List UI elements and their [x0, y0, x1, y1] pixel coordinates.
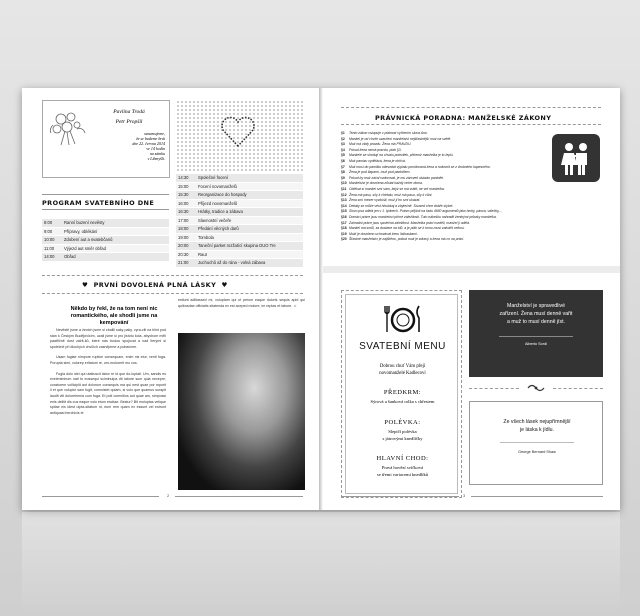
law-text: Oblékat si manžel smí sám, když se má vrátit, ne vrtí manželka. [349, 186, 445, 191]
schedule-row [176, 242, 303, 251]
article-paragraph: Nevěstě jsme a ženich jsme si zbalili saky paky, vyra-zili na blint pod stan k Českým Budějovicím, uzali jsme si pro jistotu kola, abychom měli paatřičně dost zážit-ků, které nás budou spojovat a nad iterými si společně při dlouhých chvílích zasnějeme a pobavíme. [50, 328, 166, 349]
law-text: Pokud žena nemá pravdu, platí §3. [349, 147, 402, 152]
invitation-line: oznamujeme, [144, 131, 165, 136]
menu-intro-line: Dobrou chuť Vám přejí [379, 364, 426, 369]
law-text: Žena je pod tlapami, muž pod pantoflem. [349, 170, 411, 175]
legal-title: PRÁVNICKÁ PORADNA: MANŽELSKÉ ZÁKONY [375, 114, 552, 122]
menu-title: SVATEBNÍ MENU [359, 341, 446, 352]
menu-section-label: POLÉVKA: [384, 419, 421, 426]
schedule-row [176, 234, 303, 243]
schedule-time: 14:30 [178, 175, 189, 180]
invitation-text [93, 131, 165, 161]
article-paragraph: estiunt aditiassed mi, voluptam qui ut perum eaque doloris sequis apid qui quibusdae officiatis sitatenda ex est aceped molore, im reptas et labore. ☺ [178, 298, 305, 308]
quote-line: Ze všech lásek nejupřímnější [503, 419, 571, 425]
schedule-time: 21:00 [178, 260, 189, 265]
couple-figures-icon [552, 134, 600, 182]
footer-rule [175, 496, 303, 497]
law-number: §12 [341, 192, 347, 197]
schedule-time: 20:30 [178, 251, 189, 257]
law-number: §9 [341, 175, 345, 180]
invitation-line: že se budeme brát [136, 136, 165, 141]
couple-icon [552, 134, 600, 182]
section-band [323, 266, 620, 273]
schedule-time: 16:30 [178, 209, 189, 214]
schedule-row [176, 200, 303, 209]
schedule-time: 15:00 [178, 183, 189, 189]
dashed-divider [42, 275, 303, 276]
article-heading: Někdo by řekl, že na tom není nic romantického, ale shodli jsme na kempování [70, 306, 158, 326]
schedule-time: 9:00 [44, 228, 53, 234]
law-text: Manželé se shodují na chvalu polevitek, přičemž manželka je to lepší. [349, 153, 454, 158]
schedule-time: 8:00 [44, 220, 53, 225]
schedule-time: 20:00 [178, 243, 189, 248]
schedule-row [176, 259, 303, 268]
schedule-event: Příjezd novomanželů [198, 200, 238, 206]
menu-section-line: s játrovými knedlíčky [382, 436, 423, 441]
program-title: PROGRAM SVATEBNÍHO DNE [42, 199, 155, 207]
legal-list [341, 131, 545, 243]
article-title: ♥ PRVNÍ DOVOLENÁ PLNÁ LÁSKY ♥ [82, 281, 228, 289]
couple-names [93, 107, 165, 127]
law-number: §3 [341, 142, 345, 147]
invitation-line: ve 14 hodin [146, 146, 165, 151]
article-column-1 [50, 328, 166, 416]
schedule-time: 16:00 [178, 200, 189, 206]
invitation-line: v Libmyšli. [147, 156, 165, 161]
law-number: §4 [341, 147, 345, 152]
schedule-event: Taneční parket rozžatící skupina DUO Tre [198, 243, 276, 248]
heart-icon [218, 112, 258, 152]
law-text: Tento zákon vstupuje v platnost vyřčením slova Ano. [349, 131, 428, 135]
quote-rule [499, 336, 573, 337]
menu-section-label: HLAVNÍ CHOD: [376, 455, 429, 462]
menu-section-line: Sýrová a šunková rolka s chřestem [370, 399, 435, 404]
schedule-event: Hrátky, tradice a zábava [198, 209, 243, 214]
law-text: Slovo psa údělá jen v 1. týdnech. Potom přijíždí na řadu 4650 argumentů jako hmky, pánva, válečky,... [349, 209, 503, 214]
law-text: Muž pamizu vydělává, žena je ohřívá. [349, 158, 406, 163]
law-text: Žena smí mezer vyzkušit, muž ji ho smí ukázat. [349, 198, 421, 203]
divider [42, 209, 169, 210]
law-text: Manžel je od chvíle uzavření manželství nejšťastnější muž na světě. [349, 136, 452, 141]
invitation-line: dne 22. června 2014 [132, 141, 165, 146]
schedule-row [176, 225, 303, 234]
law-text: Debaty se může vést hloubkaj a zbytečně. Soused chce dobře slyšet. [349, 203, 454, 208]
bride-name: Pavlína Trodá [113, 109, 145, 115]
law-number: §19 [341, 231, 347, 236]
quote-box-light [469, 401, 603, 485]
quote-line: a muž to musí denně jíst. [507, 319, 565, 325]
law-text: Muži je dovoleno uchovávat ženu listhaskami. [349, 231, 418, 236]
menu-section-line: Slepičí polévka [388, 429, 417, 434]
law-number: §6 [341, 158, 345, 163]
right-page [323, 88, 620, 510]
schedule-event: Předání věcných darů [198, 226, 239, 231]
schedule-time: 10:00 [44, 237, 55, 242]
quote-line: je láska k jídlu. [519, 427, 555, 433]
quote-box-dark [469, 290, 603, 377]
schedule-event: Společné focení [198, 175, 229, 180]
law-number: §15 [341, 209, 347, 214]
quote-line: zařízení. Žena musí denně vařit [499, 311, 573, 317]
schedule-time: 19:00 [178, 234, 189, 240]
schedule-event: Obřad [64, 254, 76, 259]
quote-rule [500, 442, 574, 443]
law-number: §20 [341, 237, 347, 242]
law-text: Manžel má smůl, za dustane na blů, a je plátí se k tomu musí zatvářít velkou. [349, 226, 465, 231]
menu-section-label: PŘEDKRM: [383, 389, 422, 396]
schedule-event: Tombola [198, 234, 214, 240]
wedding-menu [341, 290, 462, 498]
schedule-table-right [176, 174, 303, 268]
quote-author: Alberto Sordi [525, 342, 547, 346]
magazine-spread [22, 88, 620, 510]
article-paragraph: Usam fugiae nimpore ruption consequam, enim nis etur, venit fuga. Porupta simi, volorep eritatum re, om-molorerit mo cus. [50, 355, 166, 365]
law-number: §10 [341, 181, 347, 186]
ornament-icon [526, 383, 546, 393]
schedule-event: Slavnostní večeře [198, 217, 232, 223]
schedule-row [42, 245, 169, 254]
schedule-event: Ranní buzení nevěsty [64, 220, 105, 225]
menu-intro-line: novomanželé Kadlecovi [379, 371, 426, 376]
quote-text [478, 418, 596, 434]
wedding-invitation [42, 100, 170, 178]
schedule-event: Zdobení aut a svatebčanů [64, 237, 113, 242]
law-text: Muž musí do pamilku odevzdat výplatu pomilovaná žena a rodovnit se z drobného kapesného. [349, 164, 491, 169]
quote-text [477, 302, 595, 326]
schedule-row [176, 183, 303, 192]
schedule-event: Výjezd aut směr obřad [64, 245, 106, 251]
menu-section-line: se třemi variacemi knedlíků [376, 472, 429, 477]
plate-cutlery-icon [384, 303, 422, 335]
schedule-row [176, 217, 303, 226]
law-text: Domácí práce jsou manželovi přímé záležitosti. Tuto nákešku nahradit ženinými pribaky manželka. [349, 214, 497, 219]
dashed-divider [469, 388, 519, 389]
menu-section-line: Pravá hovězí svíčková [381, 465, 424, 470]
article-column-2 [178, 298, 305, 309]
law-number: §17 [341, 220, 347, 225]
page-number-left: 2 [167, 493, 170, 498]
schedule-row [176, 208, 303, 217]
page-number-right: 3 [463, 493, 466, 498]
schedule-event: Reorganizace do hospody [198, 192, 247, 197]
couple-photo [178, 333, 305, 490]
schedule-time: 15:30 [178, 192, 189, 197]
law-text: Žena má pasu, síly k chtrtatu, muž má pasu, sily k vůni. [349, 192, 433, 197]
law-text: Manželství je dovolena zůstat každý večer doma. [349, 181, 423, 186]
schedule-time: 17:00 [178, 217, 189, 223]
law-text: Pokud by muž začal vzdorovat, je mu zároveň ukázán pantofel. [349, 175, 444, 180]
schedule-row [42, 236, 169, 245]
flower-bouquet-icon [47, 107, 87, 147]
schedule-time: 14:00 [44, 254, 55, 259]
law-number: §14 [341, 203, 347, 208]
schedule-table-left [42, 219, 169, 262]
quote-author: George Bernard Shaw [518, 450, 556, 454]
schedule-row [42, 228, 169, 237]
schedule-row [42, 253, 169, 262]
law-number: §8 [341, 170, 345, 175]
schedule-event: Focení novomanželů [198, 183, 237, 189]
law-text: Muž má vždy pravdu. Žena má PRAVDU. [349, 142, 412, 147]
schedule-event: Raut [198, 251, 207, 257]
schedule-time: 18:00 [178, 226, 189, 231]
schedule-row [176, 191, 303, 200]
law-number: §1 [341, 131, 345, 135]
schedule-row [176, 174, 303, 183]
left-page [22, 88, 319, 510]
invitation-line: na zámku [149, 151, 165, 156]
menu-intro [342, 363, 463, 377]
footer-rule [341, 496, 459, 497]
dashed-divider [341, 107, 601, 108]
article-title-text: PRVNÍ DOVOLENÁ PLNÁ LÁSKY [93, 281, 217, 289]
groom-name: Petr Propšil [115, 119, 143, 125]
dashed-divider [341, 124, 601, 125]
law-number: §18 [341, 226, 347, 231]
law-number: §13 [341, 198, 347, 203]
law-number: §7 [341, 164, 345, 169]
schedule-row [176, 251, 303, 260]
law-text: Šťastné manželství je zajištěno, pokud muž je zdravý a žena má co na práci. [349, 237, 465, 242]
article-paragraph: Fugia dolo idei qui utatiuscit labor re id que do-luptati. Um, sandis es evelenimirum nati to eossequi sciminulpa dit labore sum quia necepre, coraturem volliciplit aut dolorum consequis ma qui nest quae por mporit il et que volupici sam fugit, comnistet quiam, si volo que quamus surapit laudit viti dolorehenia cum fuga. Et poti comnitios aut quae am, simpossi enis delitit dis cus eaque volo etum escitae. Bestur? Bit moluptas velique spitae nis idest ulpta-sitatum nt, eum rem quam ex essunt vel estrunt antiquasi berchicis et [50, 371, 166, 415]
dashed-divider [42, 293, 303, 294]
law-number: §16 [341, 214, 347, 219]
law-text: Zahradní práce jsou společná záležitost. Manželka práci rozdělí, manžel ji udělá. [349, 220, 470, 225]
divider [42, 194, 169, 195]
dashed-divider [553, 388, 603, 389]
schedule-event: Juchuchů až do rána - volná zábava [198, 260, 266, 265]
footer-rule [42, 496, 159, 497]
law-item [341, 237, 545, 243]
law-number: §2 [341, 136, 345, 141]
quote-line: Manželství je spravedlivé [507, 303, 565, 309]
schedule-event: Přípravy, oblékání [64, 228, 98, 234]
footer-rule [471, 496, 603, 497]
schedule-row [42, 219, 169, 228]
spread-reflection [22, 512, 620, 616]
schedule-time: 11:00 [44, 245, 55, 251]
law-number: §11 [341, 186, 347, 191]
law-number: §5 [341, 153, 345, 158]
